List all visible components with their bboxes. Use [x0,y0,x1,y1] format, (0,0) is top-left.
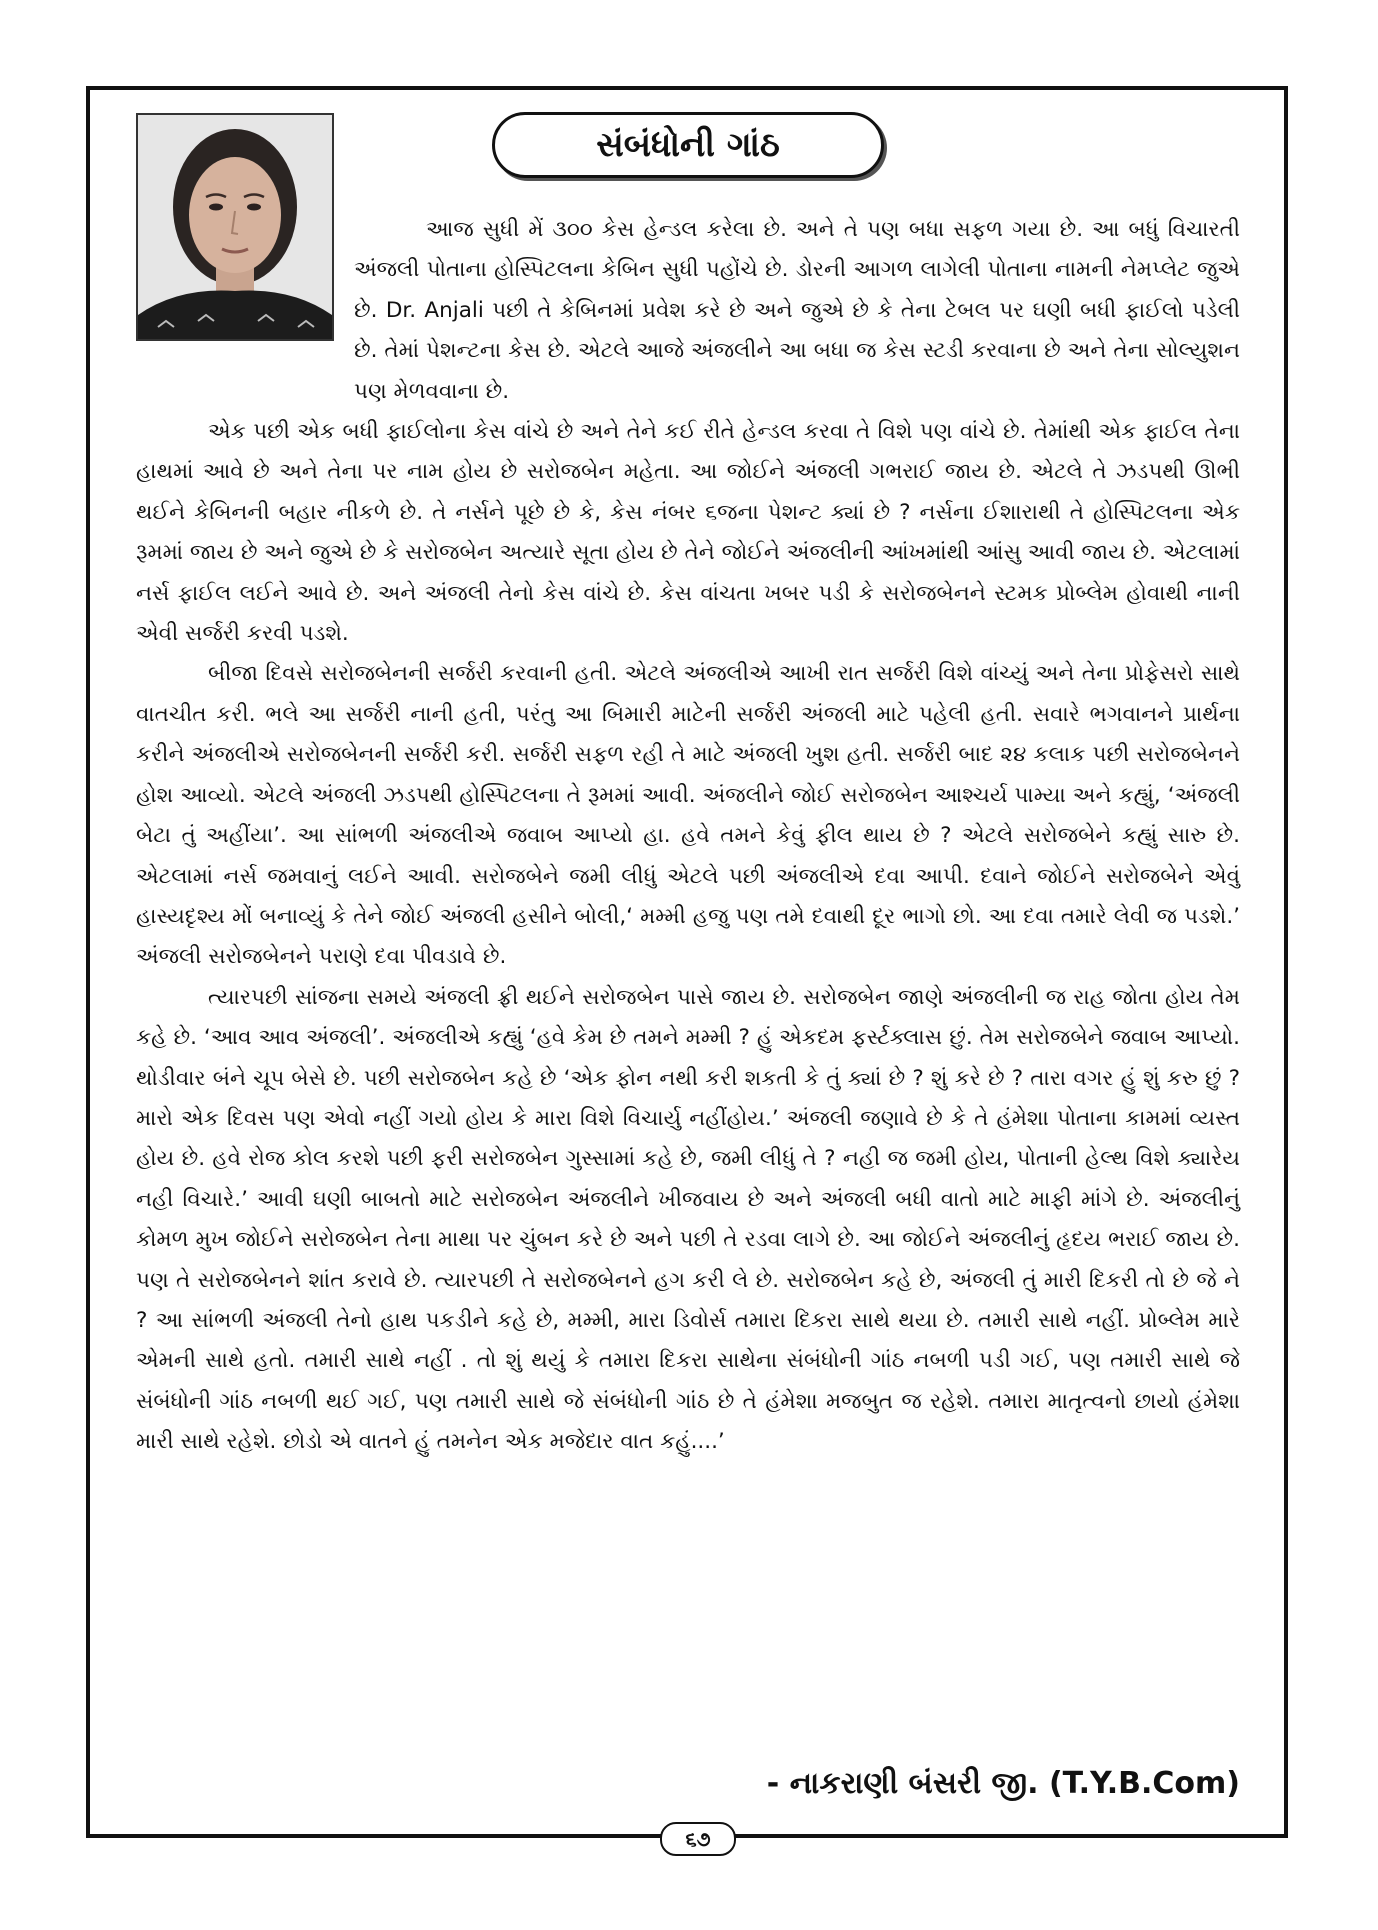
author-credit: - નાકરાણી બંસરી જી. (T.Y.B.Com) [766,1766,1240,1801]
article-title: સંબંધોની ગાંઠ [596,125,780,165]
paragraph-4: ત્યારપછી સાંજના સમયે અંજલી ફ્રી થઈને સરોજબેન પાસે જાય છે. સરોજબેન જાણે અંજલીની જ રાહ જોતા હોય તેમ કહે છે. ‘આવ આવ અંજલી’. અંજલીએ કહ્યું ‘હવે કેમ છે તમને મમ્મી ? હું એકદમ ફર્સ્ટક્લાસ છું. તેમ સરોજબેને જવાબ આપ્યો. થોડીવાર બંને ચૂપ બેસે છે. પછી સરોજબેન કહે છે ‘એક ફોન નથી કરી શકતી કે તું ક્યાં છે ? શું કરે છે ? તારા વગર હું શું કરુ છું ? મારો એક દિવસ પણ એવો નહીં ગયો હોય કે મારા વિશે વિચાર્યુ નહીંહોય.’ અંજલી જણાવે છે કે તે હંમેશા પોતાના કામમાં વ્યસ્ત હોય છે. હવે રોજ કોલ કરશે પછી ફરી સરોજબેન ગુસ્સામાં કહે છે, જમી લીધું તે ? નહી જ જમી હોય, પોતાની હેલ્થ વિશે ક્યારેય નહી વિચારે.’ આવી ઘણી બાબતો માટે સરોજબેન અંજલીને ખીજવાય છે અને અંજલી બધી વાતો માટે માફી માંગે છે. અંજલીનું કોમળ મુખ જોઈને સરોજબેન તેના માથા પર ચુંબન કરે છે અને પછી તે રડવા લાગે છે. આ જોઈને અંજલીનું હૃદય ભરાઈ જાય છે. પણ તે સરોજબેનને શાંત કરાવે છે. ત્યારપછી તે સરોજબેનને હગ કરી લે છે. સરોજબેન કહે છે, અંજલી તું મારી દિકરી તો છે જે ને ? આ સાંભળી અંજલી તેનો હાથ પકડીને કહે છે, મમ્મી, મારા ડિવોર્સ તમારા દિકરા સાથે થયા છે. તમારી સાથે નહીં. પ્રોબ્લેમ મારે એમની સાથે હતો. તમારી સાથે નહીં . તો શું થયું કે તમારા દિકરા સાથેના સંબંધોની ગાંઠ નબળી પડી ગઈ, પણ તમારી સાથે જે સંબંધોની ગાંઠ નબળી થઈ ગઈ, પણ તમારી સાથે જે સંબંધોની ગાંઠ છે તે હંમેશા મજબુત જ રહેશે. તમારા માતૃત્વનો છાયો હંમેશા મારી સાથે રહેશે. છોડો એ વાતને હું તમનેન એક મજેદાર વાત કહું....’ [136,984,1240,1455]
photo-wrap-spacer [136,210,354,406]
page-number-text: ૬૭ [685,1827,711,1851]
page-number [660,1822,736,1856]
paragraph-3: બીજા દિવસે સરોજબેનની સર્જરી કરવાની હતી. એટલે અંજલીએ આખી રાત સર્જરી વિશે વાંચ્યું અને તેના પ્રોફેસરો સાથે વાતચીત કરી. ભલે આ સર્જરી નાની હતી, પરંતુ આ બિમારી માટેની સર્જરી અંજલી માટે પહેલી હતી. સવારે ભગવાનને પ્રાર્થના કરીને અંજલીએ સરોજબેનની સર્જરી કરી. સર્જરી સફળ રહી તે માટે અંજલી ખુશ હતી. સર્જરી બાદ ૨૪ કલાક પછી સરોજબેનને હોશ આવ્યો. એટલે અંજલી ઝડપથી હોસ્પિટલના તે રૂમમાં આવી. અંજલીને જોઈ સરોજબેન આશ્ચર્ય પામ્યા અને કહ્યું, ‘અંજલી બેટા તું અહીંયા’. આ સાંભળી અંજલીએ જવાબ આપ્યો હા. હવે તમને કેવું ફીલ થાય છે ? એટલે સરોજબેને કહ્યું સારુ છે. એટલામાં નર્સ જમવાનું લઈને આવી. સરોજબેને જમી લીધું એટલે પછી અંજલીએ દવા આપી. દવાને જોઈને સરોજબેને એવું હાસ્યદૃશ્ય મોં બનાવ્યું કે તેને જોઈ અંજલી હસીને બોલી,‘ મમ્મી હજુ પણ તમે દવાથી દૂર ભાગો છો. આ દવા તમારે લેવી જ પડશે.’ અંજલી સરોજબેનને પરાણે દવા પીવડાવે છે. [136,661,1240,970]
article-body [136,210,1240,1463]
paragraph-1: આજ સુધી મેં ૩૦૦ કેસ હેન્ડલ કરેલા છે. અને તે પણ બધા સફળ ગયા છે. આ બધું વિચારતી અંજલી પોતાના હોસ્પિટલના કેબિન સુધી પહોંચે છે. ડોરની આગળ લાગેલી પોતાના નામની નેમપ્લેટ જુએ છે. Dr. Anjali પછી તે કેબિનમાં પ્રવેશ કરે છે અને જુએ છે કે તેના ટેબલ પર ઘણી બધી ફાઈલો પડેલી છે. તેમાં પેશન્ટના કેસ છે. એટલે આજે અંજલીને આ બધા જ કેસ સ્ટડી કરવાના છે અને તેના સોલ્યુશન પણ મેળવવાના છે. [354,217,1240,404]
paragraph-2: એક પછી એક બધી ફાઈલોના કેસ વાંચે છે અને તેને કઈ રીતે હેન્ડલ કરવા તે વિશે પણ વાંચે છે. તેમાંથી એક ફાઈલ તેના હાથમાં આવે છે અને તેના પર નામ હોય છે સરોજબેન મહેતા. આ જોઈને અંજલી ગભરાઈ જાય છે. એટલે તે ઝડપથી ઊભી થઈને કેબિનની બહાર નીકળે છે. તે નર્સને પૂછે છે કે, કેસ નંબર ૬જના પેશન્ટ ક્યાં છે ? નર્સના ઈશારાથી તે હોસ્પિટલના એક રૂમમાં જાય છે અને જુએ છે કે સરોજબેન અત્યારે સૂતા હોય છે તેને જોઈને અંજલીની આંખમાંથી આંસુ આવી જાય છે. એટલામાં નર્સ ફાઈલ લઈને આવે છે. અને અંજલી તેનો કેસ વાંચે છે. કેસ વાંચતા ખબર પડી કે સરોજબેનને સ્ટમક પ્રોબ્લેમ હોવાથી નાની એવી સર્જરી કરવી પડશે. [136,419,1240,647]
article-title-box [492,112,884,178]
